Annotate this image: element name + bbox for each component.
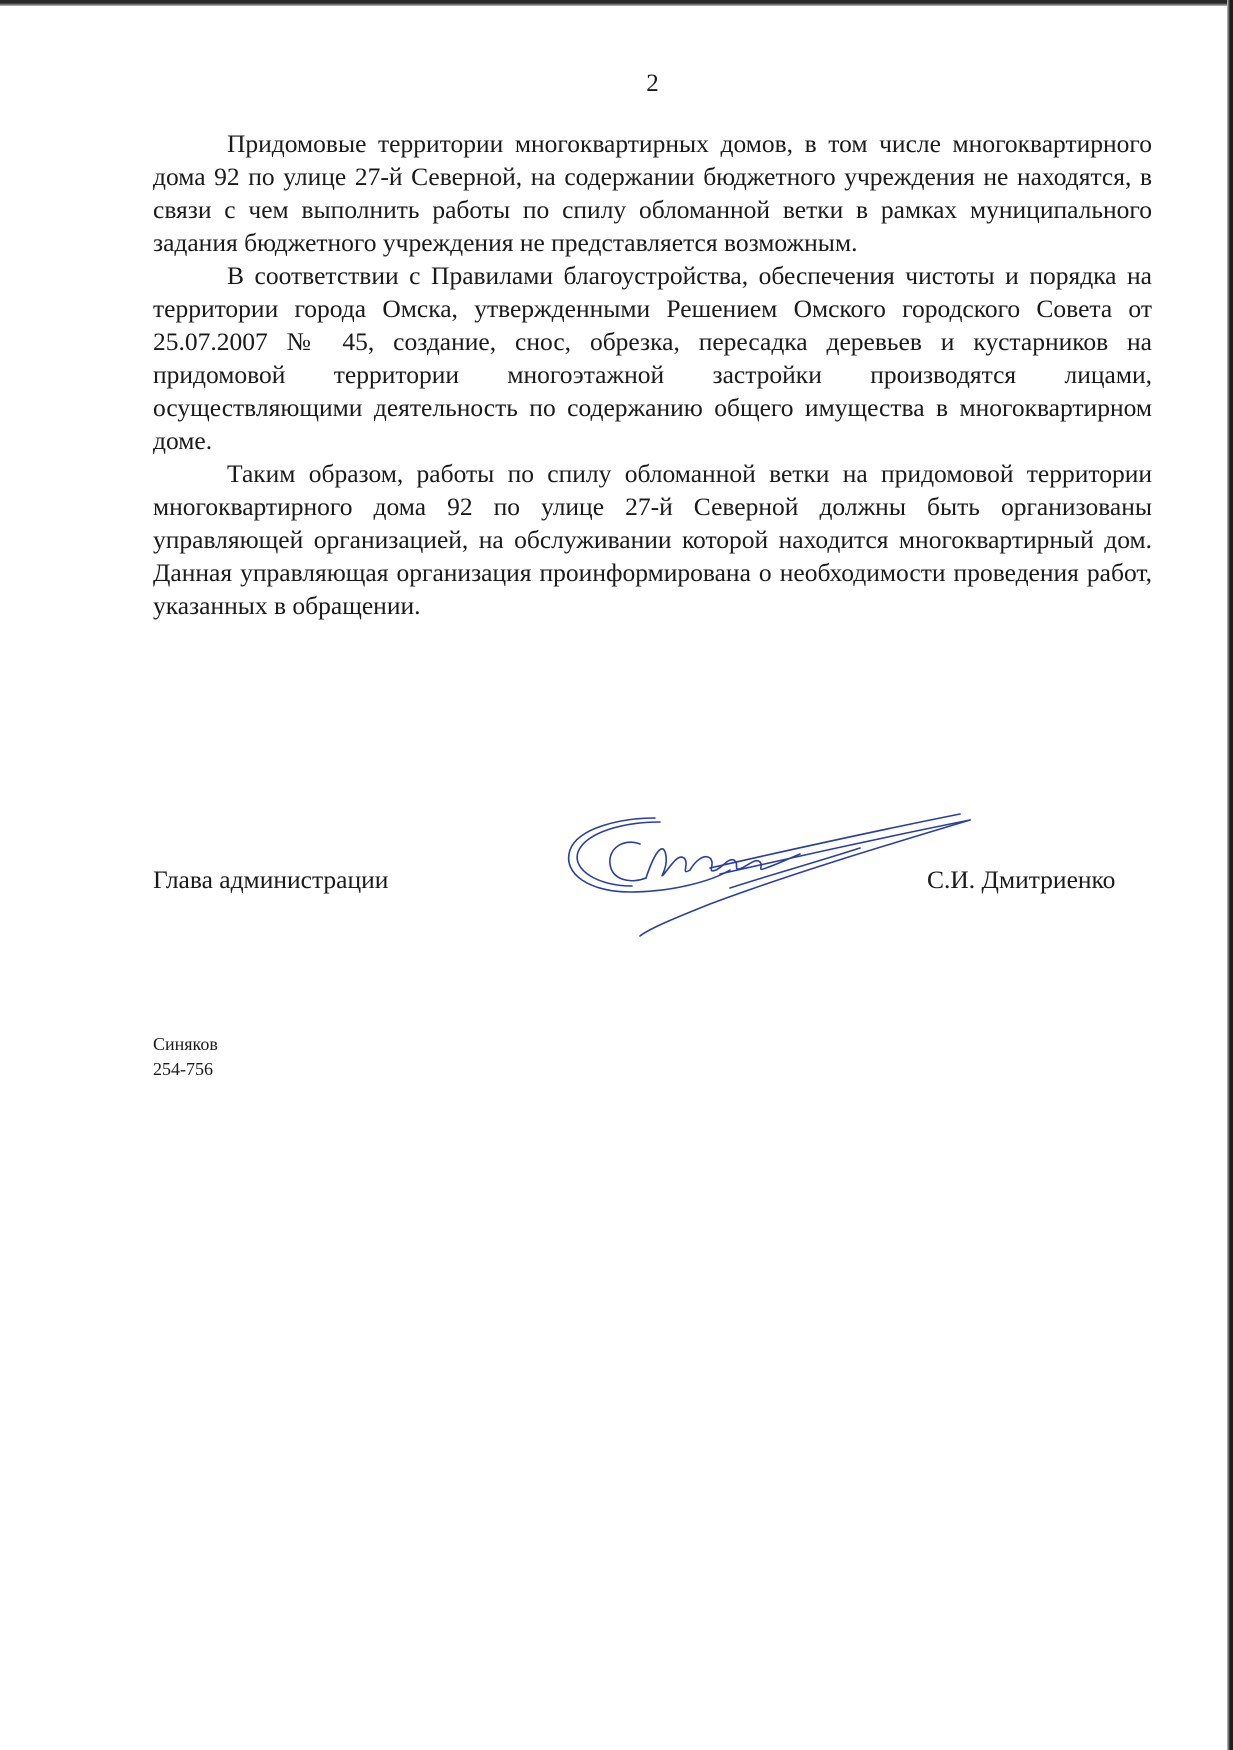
- letter-body: [153, 127, 1152, 622]
- executor-info: [153, 1032, 218, 1082]
- page-number: 2: [646, 70, 659, 97]
- signatory-title: Глава администрации: [153, 865, 389, 894]
- executor-phone: 254-756: [153, 1059, 213, 1079]
- paragraph-2: В соответствии с Правилами благоустройства, обеспечения чистоты и порядка на территории города Омска, утвержденными Решением Омского городского Совета от 25.07.2007 № 45, создание, снос, обрезка, пересадка деревьев и кустарников на придомовой территории многоэтажной застройки производятся лицами, осуществляющими деятельность по содержанию общего имущества в многоквартирном доме.: [153, 261, 1152, 455]
- scan-edge-right: [1227, 0, 1233, 1750]
- scan-edge-top: [0, 0, 1233, 6]
- paragraph-1: Придомовые территории многоквартирных домов, в том числе многоквартирного дома 92 по улице 27-й Северной, на содержании бюджетного учреждения не находятся, в связи с чем выполнить работы по спилу обломанной ветки в рамках муниципального задания бюджетного учреждения не представляется возможным.: [153, 129, 1152, 257]
- signatory-name: С.И. Дмитриенко: [927, 865, 1116, 894]
- paragraph-3: Таким образом, работы по спилу обломанной ветки на придомовой территории многоквартирного дома 92 по улице 27-й Северной должны быть организованы управляющей организацией, на обслуживании которой находится многоквартирный дом. Данная управляющая организация проинформирована о необходимости проведения работ, указанных в обращении.: [153, 459, 1152, 620]
- executor-name: Синяков: [153, 1034, 218, 1054]
- handwritten-signature: [560, 808, 980, 943]
